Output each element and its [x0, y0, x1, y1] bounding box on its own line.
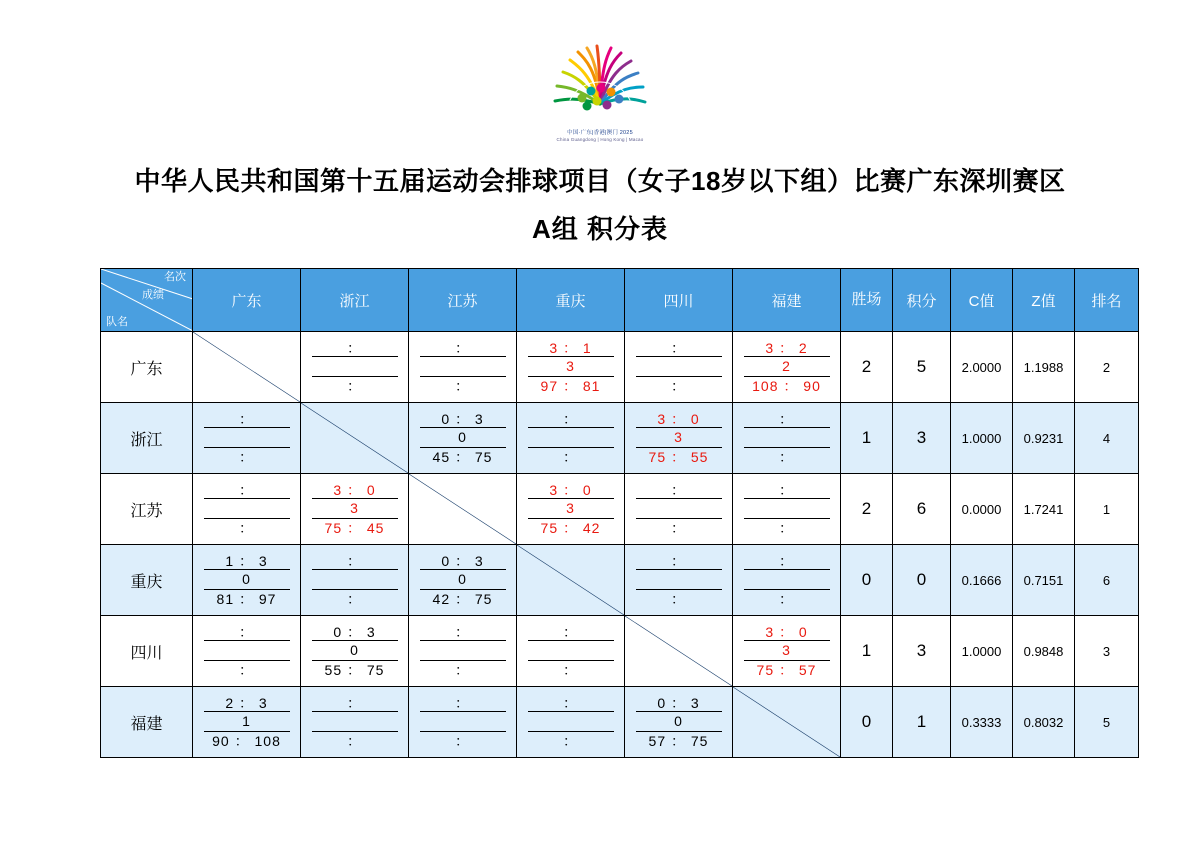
column-header-points: 积分	[893, 269, 951, 332]
row-points: 0	[893, 545, 951, 616]
match-points	[312, 711, 398, 731]
match-total-points: ：	[455, 732, 470, 749]
match-points	[204, 427, 290, 447]
match-cell	[733, 403, 841, 474]
corner-label-team: 队名	[106, 316, 128, 329]
match-cell	[301, 474, 409, 545]
match-total-points: ：	[671, 590, 686, 607]
match-points: 3	[312, 498, 398, 518]
row-team-name: 福建	[101, 687, 193, 758]
column-header-wins	[841, 269, 893, 332]
match-sets: ：	[455, 695, 470, 712]
row-team-name: 浙江	[101, 403, 193, 474]
row-rank: 3	[1075, 616, 1139, 687]
row-z-value: 1.1988	[1013, 332, 1075, 403]
match-total-points: 97 ： 81	[540, 377, 601, 394]
match-points: 1	[204, 711, 290, 731]
match-sets: ：	[671, 340, 686, 357]
page-title: 中华人民共和国第十五届运动会排球项目（女子18岁以下组）比赛广东深圳赛区	[134, 166, 1066, 196]
match-score	[625, 553, 732, 606]
row-wins: 0	[841, 687, 893, 758]
match-points	[744, 498, 830, 518]
match-cell	[301, 687, 409, 758]
match-total-points: ：	[239, 448, 254, 465]
match-points: 0	[420, 569, 506, 589]
match-score	[517, 624, 624, 677]
match-cell	[409, 616, 517, 687]
match-score	[625, 340, 732, 393]
match-sets: 0 ： 3	[441, 411, 484, 428]
row-wins: 0	[841, 545, 893, 616]
match-score	[517, 340, 624, 393]
column-header-team-2: 江苏	[409, 269, 517, 332]
match-cell	[301, 616, 409, 687]
match-points	[744, 427, 830, 447]
match-total-points: 75 ： 45	[324, 519, 385, 536]
match-total-points: ：	[347, 377, 362, 394]
match-points	[420, 640, 506, 660]
match-score	[301, 695, 408, 748]
row-z-value: 0.8032	[1013, 687, 1075, 758]
table-header	[101, 269, 1139, 332]
match-cell	[733, 616, 841, 687]
row-rank: 5	[1075, 687, 1139, 758]
match-cell	[301, 545, 409, 616]
corner-label-score: 成绩	[142, 289, 164, 301]
match-cell	[517, 403, 625, 474]
match-cell	[733, 332, 841, 403]
row-points: 1	[893, 687, 951, 758]
match-total-points: 90 ： 108	[212, 732, 281, 749]
match-points: 3	[528, 498, 614, 518]
match-cell	[517, 332, 625, 403]
match-sets: 1 ： 3	[225, 553, 268, 570]
row-team-name: 重庆	[101, 545, 193, 616]
row-rank: 6	[1075, 545, 1139, 616]
match-points	[312, 569, 398, 589]
match-total-points: 57 ： 75	[648, 732, 709, 749]
match-points: 3	[636, 427, 722, 447]
match-cell	[193, 403, 301, 474]
row-c-value: 1.0000	[951, 403, 1013, 474]
match-total-points: 45 ： 75	[432, 448, 493, 465]
standings-table-wrapper	[100, 268, 1122, 758]
logo-caption	[530, 129, 670, 144]
match-score	[625, 695, 732, 748]
match-score	[301, 624, 408, 677]
diagonal-line	[517, 545, 624, 615]
match-score	[733, 411, 840, 464]
match-score	[733, 553, 840, 606]
row-points: 3	[893, 403, 951, 474]
match-cell	[733, 545, 841, 616]
match-sets: 0 ： 3	[441, 553, 484, 570]
row-c-value: 1.0000	[951, 616, 1013, 687]
match-points	[744, 569, 830, 589]
match-total-points: ：	[455, 661, 470, 678]
diagonal-line	[193, 332, 300, 402]
match-points: 0	[420, 427, 506, 447]
match-score	[733, 624, 840, 677]
match-total-points: ：	[239, 661, 254, 678]
match-total-points: 75 ： 55	[648, 448, 709, 465]
match-sets: ：	[239, 482, 254, 499]
match-cell	[193, 474, 301, 545]
match-points	[420, 356, 506, 376]
match-cell	[517, 474, 625, 545]
column-header-team-5: 福建	[733, 269, 841, 332]
match-cell-diagonal	[733, 687, 841, 758]
row-c-value: 0.1666	[951, 545, 1013, 616]
row-rank: 2	[1075, 332, 1139, 403]
match-total-points: ：	[239, 519, 254, 536]
match-points	[528, 427, 614, 447]
match-score	[193, 411, 300, 464]
match-points: 0	[312, 640, 398, 660]
match-cell	[625, 474, 733, 545]
row-wins: 2	[841, 474, 893, 545]
match-total-points: 55 ： 75	[324, 661, 385, 678]
match-cell-diagonal	[625, 616, 733, 687]
match-score	[733, 482, 840, 535]
match-sets: ：	[563, 624, 578, 641]
match-cell-diagonal	[409, 474, 517, 545]
column-header-c-value: C值	[951, 269, 1013, 332]
match-total-points: ：	[671, 377, 686, 394]
match-sets: ：	[779, 553, 794, 570]
match-points: 3	[744, 640, 830, 660]
match-score	[625, 411, 732, 464]
match-total-points: 42 ： 75	[432, 590, 493, 607]
match-total-points: ：	[347, 732, 362, 749]
page-title-block	[0, 162, 1200, 246]
match-score	[193, 553, 300, 606]
match-score	[193, 624, 300, 677]
row-c-value: 0.0000	[951, 474, 1013, 545]
logo-caption-cn: 中国·广东|香港|澳门 2025	[567, 130, 633, 136]
match-sets: ：	[239, 411, 254, 428]
column-header-rank: 排名	[1075, 269, 1139, 332]
match-points	[312, 356, 398, 376]
match-sets: ：	[779, 482, 794, 499]
match-cell	[517, 616, 625, 687]
match-sets: 3 ： 0	[549, 482, 592, 499]
table-row	[101, 403, 1139, 474]
table-header-row	[101, 269, 1139, 332]
match-score	[193, 695, 300, 748]
row-team-name: 广东	[101, 332, 193, 403]
match-sets: 3 ： 0	[657, 411, 700, 428]
match-sets: ：	[779, 411, 794, 428]
match-cell-diagonal	[517, 545, 625, 616]
diagonal-line	[733, 687, 840, 757]
match-points	[636, 498, 722, 518]
table-row	[101, 687, 1139, 758]
match-score	[193, 482, 300, 535]
match-sets: 0 ： 3	[333, 624, 376, 641]
column-header-team-3: 重庆	[517, 269, 625, 332]
match-sets: ：	[671, 482, 686, 499]
match-sets: ：	[563, 411, 578, 428]
match-total-points: ：	[779, 448, 794, 465]
match-total-points: ：	[563, 661, 578, 678]
row-rank: 4	[1075, 403, 1139, 474]
match-points: 0	[204, 569, 290, 589]
match-cell-diagonal	[301, 403, 409, 474]
table-row	[101, 616, 1139, 687]
row-z-value: 0.9231	[1013, 403, 1075, 474]
row-points: 5	[893, 332, 951, 403]
table-row	[101, 332, 1139, 403]
match-cell	[625, 687, 733, 758]
match-score	[409, 411, 516, 464]
match-sets: 3 ： 0	[333, 482, 376, 499]
match-score	[517, 695, 624, 748]
column-header-team-1: 浙江	[301, 269, 409, 332]
match-total-points: ：	[455, 377, 470, 394]
match-score	[625, 482, 732, 535]
match-total-points: ：	[779, 519, 794, 536]
match-cell	[733, 474, 841, 545]
table-body	[101, 332, 1139, 758]
match-cell	[517, 687, 625, 758]
match-score	[517, 411, 624, 464]
match-cell	[193, 687, 301, 758]
match-score	[409, 624, 516, 677]
match-sets: ：	[347, 553, 362, 570]
row-points: 3	[893, 616, 951, 687]
match-score	[409, 695, 516, 748]
match-sets: ：	[347, 695, 362, 712]
row-z-value: 0.9848	[1013, 616, 1075, 687]
row-points: 6	[893, 474, 951, 545]
match-sets: ：	[455, 340, 470, 357]
match-cell	[625, 545, 733, 616]
match-cell	[409, 403, 517, 474]
row-team-name: 江苏	[101, 474, 193, 545]
diagonal-line	[409, 474, 516, 544]
match-score	[301, 340, 408, 393]
match-points: 2	[744, 356, 830, 376]
match-cell	[409, 332, 517, 403]
standings-table	[100, 268, 1139, 758]
corner-label-rank: 名次	[164, 271, 186, 283]
match-sets: 0 ： 3	[657, 695, 700, 712]
match-sets: 3 ： 0	[765, 624, 808, 641]
row-z-value: 1.7241	[1013, 474, 1075, 545]
match-sets: 2 ： 3	[225, 695, 268, 712]
match-points	[636, 569, 722, 589]
match-cell	[193, 545, 301, 616]
row-wins: 1	[841, 403, 893, 474]
match-points	[528, 640, 614, 660]
row-c-value: 2.0000	[951, 332, 1013, 403]
match-score	[517, 482, 624, 535]
column-header-team-4: 四川	[625, 269, 733, 332]
match-cell	[193, 616, 301, 687]
page-subtitle: A组 积分表	[531, 214, 668, 244]
match-points: 0	[636, 711, 722, 731]
match-cell	[301, 332, 409, 403]
row-wins: 1	[841, 616, 893, 687]
match-cell-diagonal	[193, 332, 301, 403]
match-sets: 3 ： 2	[765, 340, 808, 357]
match-points	[636, 356, 722, 376]
logo-graphic	[530, 42, 670, 146]
row-z-value: 0.7151	[1013, 545, 1075, 616]
match-sets: ：	[239, 624, 254, 641]
row-team-name: 四川	[101, 616, 193, 687]
table-row	[101, 474, 1139, 545]
match-sets: ：	[455, 624, 470, 641]
match-total-points: 75 ： 57	[756, 661, 817, 678]
logo-caption-en: China Guangdong | Hong Kong | Macao	[556, 137, 644, 143]
match-total-points: 75 ： 42	[540, 519, 601, 536]
match-total-points: 108 ： 90	[752, 377, 821, 394]
logo-burst-icon	[530, 42, 670, 138]
match-points: 3	[528, 356, 614, 376]
match-total-points: 81 ： 97	[216, 590, 277, 607]
match-total-points: ：	[563, 732, 578, 749]
match-total-points: ：	[347, 590, 362, 607]
table-row	[101, 545, 1139, 616]
match-points	[528, 711, 614, 731]
diagonal-line	[625, 616, 732, 686]
match-total-points: ：	[671, 519, 686, 536]
match-score	[409, 340, 516, 393]
match-cell	[625, 403, 733, 474]
match-score	[301, 482, 408, 535]
match-cell	[409, 545, 517, 616]
match-score	[409, 553, 516, 606]
match-score	[733, 340, 840, 393]
match-points	[204, 640, 290, 660]
match-sets: 3 ： 1	[549, 340, 592, 357]
row-wins: 2	[841, 332, 893, 403]
match-total-points: ：	[779, 590, 794, 607]
match-sets: ：	[347, 340, 362, 357]
wins-header-text: 胜场	[851, 290, 882, 308]
match-sets: ：	[563, 695, 578, 712]
match-cell	[409, 687, 517, 758]
column-header-team-0: 广东	[193, 269, 301, 332]
match-score	[301, 553, 408, 606]
diagonal-line	[301, 403, 408, 473]
corner-header-cell	[101, 269, 193, 332]
event-logo	[0, 0, 1200, 146]
row-rank: 1	[1075, 474, 1139, 545]
row-c-value: 0.3333	[951, 687, 1013, 758]
column-header-z-value: Z值	[1013, 269, 1075, 332]
match-points	[420, 711, 506, 731]
match-cell	[625, 332, 733, 403]
match-total-points: ：	[563, 448, 578, 465]
match-points	[204, 498, 290, 518]
match-sets: ：	[671, 553, 686, 570]
